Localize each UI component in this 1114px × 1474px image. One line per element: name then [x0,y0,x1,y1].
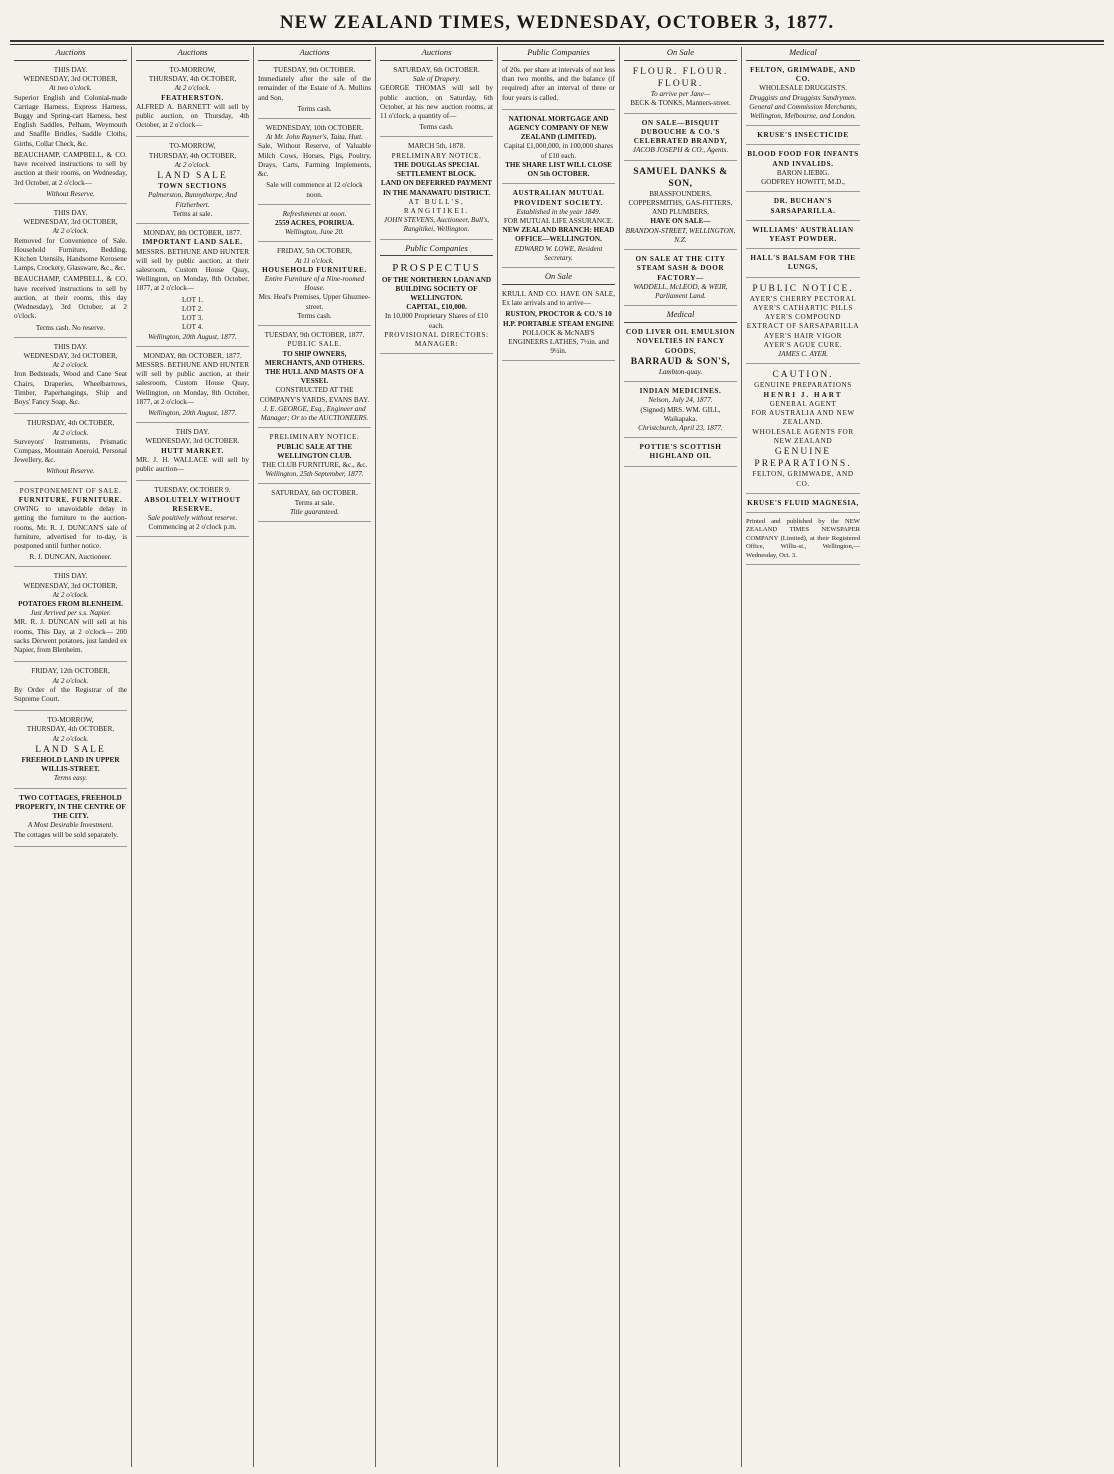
ad-footer: Sale positively without reserve. [147,514,238,522]
ad-directors: PROVISIONAL DIRECTORS: [384,330,489,339]
masthead-rule [10,40,1104,45]
ad-date: WEDNESDAY, 10th OCTOBER. [265,123,364,132]
ad-body: Sale, Without Reserve, of Valuable Milch Cows, Horses, Pigs, Poultry, Drays, Carts, Farming Implements, &c. [258,142,371,179]
ad-sub: WHOLESALE AGENTS FOR NEW ZEALAND [752,427,854,445]
ad-body: Superior English and Colonial-made Carriage Harness, Express Harness, Buggy and Spring-cart Harness, best English Saddles, Pelham, Weymouth and Snaffle Bridles, Saddle Cloths, Girths, Collar Check, &c. [14,93,127,148]
section-header-public-companies: Public Companies [380,243,493,257]
ad-title: NATIONAL MORTGAGE AND AGENCY COMPANY OF NEW ZEALAND (LIMITED). [508,114,609,142]
ad-body: MESSRS. BETHUNE AND HUNTER will sell by public auction, at their salesroom, Custom House Quay, Wellington, on Monday, 8th October, 1877, at 2 o'clock— [136,247,249,293]
ad-sub: TO SHIP OWNERS, MERCHANTS, AND OTHERS. [264,349,365,367]
medical-ad [746,224,860,249]
ad-firm: FELTON, GRIMWADE, AND CO. [752,470,854,488]
section-header-public-companies: Public Companies [502,47,615,61]
ad-title: ON SALE—BISQUIT DUBOUCHE & CO.'S CELEBRATED BRANDY, [633,118,728,146]
medical-ad [746,252,860,277]
medical-ad [624,326,737,382]
auction-ad [258,64,371,119]
ad-title: DR. BUCHAN'S SARSAPARILLA. [770,197,836,215]
ad-signature: JACOB JOSEPH & CO., Agents. [632,146,729,155]
section-header-auctions: Auctions [136,47,249,61]
ad-product: AYER'S CHERRY PECTORAL [749,294,857,303]
ad-product: AYER'S CATHARTIC PILLS [752,303,854,312]
ad-body: By Order of the Registrar of the Supreme Court. [14,685,127,703]
ad-signature: JAMES C. AYER. [777,350,829,359]
section-header-auctions: Auctions [14,47,127,61]
ad-lot: LOT 1. [181,295,204,304]
ad-title: ABSOLUTELY WITHOUT RESERVE. [144,495,241,513]
ad-body: Iron Bedsteads, Wood and Cane Seat Chairs, Draperies, Wheelbarrows, Timber, Paperhangings, Ship and Boys' Fancy Soap, &c. [14,370,127,407]
medical-ad [746,281,860,365]
ad-title: 2559 ACRES, PORIRUA. [274,218,355,227]
ad-date: Christchurch, April 23, 1877. [638,424,723,432]
ad-time: At 2 o'clock. [52,676,89,685]
ad-title: BLOOD FOOD FOR INFANTS AND INVALIDS. [747,150,859,168]
ad-sub: At Mr. John Rayner's, Taita, Hutt. [266,133,363,142]
auction-ad [136,350,249,424]
ad-body: OWING to unavoidable delay in getting the furniture to the auction-rooms, Mr. R. J. DUNCAN'S sale of furniture, advertised for to-day, is postponed until further notice. [14,505,127,550]
auction-ad [14,341,127,415]
imprint: Printed and published by the NEW ZEALAND TIMES NEWSPAPER COMPANY (Limited), at their Registered Office, Willis-st., Wellington,—Wednesday, Oct. 3. [746,516,860,565]
ad-date: MONDAY, 8th OCTOBER, 1877. [143,351,242,360]
ad-signature: JOHN STEVENS, Auctioneer, Bull's, Rangitikei, Wellington. [383,216,490,234]
auction-ad [14,64,127,204]
company-ad [502,113,615,185]
ad-reserve: Without Reserve. [46,189,95,198]
ad-sub: BRASSFOUNDERS, COPPERSMITHS, GAS-FITTERS, AND PLUMBERS, [628,189,733,217]
ad-title: GENUINE PREPARATIONS. [754,446,852,470]
ad-date: WEDNESDAY, 3rd OCTOBER, [23,581,118,590]
sale-ad [624,117,737,161]
columns [10,47,1104,1467]
ad-title: HOUSEHOLD FURNITURE. [262,265,367,274]
ad-footer: The cottages will be sold separately. [14,830,119,839]
ad-date: SATURDAY, 6th OCTOBER. [393,65,480,74]
ad-product: AYER'S COMPOUND EXTRACT OF SARSAPARILLA [746,313,860,331]
ad-body: Removed for Convenience of Sale. Household Furniture, Bedding, Kitchen Utensils, Handsome Kerosene Lamps, Crockery, Glassware, &c., &c. [14,236,127,273]
ad-address: Wellington, Melbourne, and London. [750,111,856,120]
ad-date: WEDNESDAY, 3rd OCTOBER, [23,75,118,84]
ad-sub: A Most Desirable Investment. [27,821,114,830]
ad-firm: BEAUCHAMP, CAMPBELL, & CO. have received instructions to sell by auction, at their rooms, this day (Wednesday), 3rd October, at 2 o'clock. [14,275,127,321]
ad-signature: R. J. DUNCAN, Auctioneer. [29,553,112,562]
medical-ad [746,148,860,192]
ad-day: THURSDAY, 4th OCTOBER, [26,419,115,428]
column-3 [254,47,376,1467]
ad-title: AUSTRALIAN MUTUAL PROVIDENT SOCIETY. [512,189,605,207]
column-1 [10,47,132,1467]
ad-lot: LOT 2. [181,304,204,313]
ad-time: At 2 o'clock. [52,734,89,743]
ad-time: At two o'clock. [49,84,92,93]
ad-signature: J. E. GEORGE, Esq., Engineer and Manager; Or to the AUCTIONEERS. [260,404,369,423]
ad-body: MR. J. H. WALLACE will sell by public auction— [136,455,249,474]
ad-body: GEORGE THOMAS will sell by public auction, on Saturday, 6th October, at his new auction rooms, at 11 o'clock, a quantity of— [380,84,493,120]
ad-sub: Established in the year 1849. [516,207,601,216]
auction-ad [136,426,249,481]
medical-ad [746,195,860,220]
ad-location: Mrs. Heal's Premises, Upper Ghuznee-street. [258,293,371,311]
ad-signature: GODFREY HOWITT, M.D., [761,178,845,187]
ad-title: LAND SALE [35,744,106,755]
ad-sub: Title guaranteed. [289,507,340,516]
ad-signature: EDWARD W. LOWE, Resident Secretary. [514,244,603,262]
ad-close: Wellington, June 20. [285,228,344,237]
auction-ad [258,245,371,326]
ad-address: Lambton-quay. [658,367,703,376]
column-2 [132,47,254,1467]
section-header-auctions: Auctions [380,47,493,61]
auction-ad [14,570,127,662]
ad-sub: THE DOUGLAS SPECIAL SETTLEMENT BLOCK. [393,160,480,179]
ad-title: WILLIAMS' AUSTRALIAN YEAST POWDER. [752,225,854,243]
ad-title: KRUSE'S FLUID MAGNESIA, [747,498,859,507]
ad-office: NEW ZEALAND BRANCH: HEAD OFFICE—WELLINGTON. [502,226,615,244]
ad-location: AT BULL'S, RANGITIKEI. [403,197,470,215]
ad-sub: Just Arrived per s.s. Napier. [30,609,111,618]
ad-day: THIS DAY. [53,65,88,74]
ad-body: MESSRS. BETHUNE AND HUNTER will sell by public auction, at their salesroom, Custom House Quay, Wellington, on Monday, 8th October, 1877, at 2 o'clock— [136,360,249,406]
ad-time: At 2 o'clock. [52,428,89,437]
ad-date: Nelson, July 24, 1877. [648,396,713,405]
section-header-medical: Medical [746,47,860,61]
auction-ad [14,792,127,847]
ad-date: THURSDAY, 4th OCTOBER, [148,75,237,84]
ad-sub: General and Commission Merchants, [749,102,857,111]
medical-ad [746,497,860,513]
auction-ad [14,714,127,788]
ad-product: AYER'S AGUE CURE. [763,340,843,349]
ad-shares: In 10,000 Proprietary Shares of £10 each. [384,312,488,330]
ad-sub: GENERAL AGENT [769,399,837,408]
auction-ad [380,140,493,239]
ad-time: At 2 o'clock. [174,84,211,93]
ad-terms: Terms at sale. [172,209,213,218]
column-6 [620,47,742,1467]
auction-ad [14,417,127,481]
ad-terms: Sale will commence at 12 o'clock noon. [266,181,363,199]
ad-signature: BECK & TONKS, Manners-street. [630,99,731,108]
medical-ad [746,367,860,493]
ad-body: THE CLUB FURNITURE, &c., &c. [261,460,368,469]
ad-body: of 20s. per share at intervals of not less than two months, and the balance (if required) after an interval of three or four years is called. [502,65,615,102]
ad-sub: Sale of Drapery. [412,75,461,84]
ad-title: IMPORTANT LAND SALE. [142,238,243,247]
ad-capital: Capital £1,000,000, in 100,000 shares of £10 each. [504,142,613,160]
medical-ad [746,129,860,145]
section-header-medical: Medical [624,309,737,323]
column-7 [742,47,864,1467]
ad-lot: LOT 4. [181,323,204,332]
section-header-on-sale: On Sale [502,271,615,285]
ad-firm: BEAUCHAMP, CAMPBELL, & CO. have received instructions to sell by auction at their rooms, on Wednesday, 3rd October, at 2 o'clock— [14,150,127,187]
ad-capital: CAPITAL, £10,000. [406,303,467,312]
ad-terms: Terms cash. [419,123,454,132]
ad-terms: Terms cash. No reserve. [35,323,106,332]
ad-title: FEATHERSTON. [161,93,224,102]
ad-lot: LOT 3. [181,314,204,323]
ad-signature: WADDELL, McLEOD, & WEIR, Parliament Land. [633,282,728,300]
auction-ad [136,140,249,224]
ad-title: PROSPECTUS [392,262,481,275]
ad-title: FURNITURE. FURNITURE. [18,495,123,504]
ad-reserve: Without Reserve. [46,467,95,476]
ad-sub: FOR AUSTRALIA AND NEW ZEALAND. [751,409,855,427]
ad-sub: PUBLIC SALE AT THE WELLINGTON CLUB. [276,442,353,460]
ad-firm: HENRI J. HART [763,390,843,399]
ad-day: THIS DAY. [175,428,210,437]
ad-time: At 2 o'clock. [52,361,89,370]
ad-terms: Terms easy. [53,774,88,783]
auction-ad [258,487,371,522]
ad-date: TUESDAY, OCTOBER 9. [154,486,231,495]
ad-title: LAND SALE [157,171,228,182]
medical-ad [624,385,737,438]
ad-body: Immediately after the sale of the remainder of the Estate of A. Mullins and Son. [258,75,371,102]
company-ad [380,259,493,354]
ad-time: At 2 o'clock. [52,590,89,599]
ad-date: TUESDAY, 9th OCTOBER, 1877. [264,331,365,340]
ad-sub: Refreshments at noon. [282,209,347,218]
ad-title: CAUTION. [772,370,834,381]
ad-title: FLOUR. FLOUR. FLOUR. [632,66,729,90]
ad-date: SATURDAY, 6th OCTOBER. [271,489,358,498]
ad-signature: (Signed) MRS. WM. GILL, Waikapaka. [640,405,721,423]
ad-date: FRIDAY, 5th OCTOBER, [277,247,352,256]
ad-title: HUTT MARKET. [161,446,224,455]
ad-sub: WHOLESALE DRUGGISTS. [759,84,847,93]
ad-close: Wellington, 20th August, 1877. [148,409,237,418]
auction-ad [380,64,493,138]
ad-day: TO-MORROW, [169,142,216,151]
ad-signature: BARON LIEBIG. [776,168,830,177]
ad-body: CONSTRUCTED AT THE COMPANY'S YARDS, EVANS BAY. [259,386,370,404]
ad-product: AYER'S HAIR VIGOR [763,331,843,340]
ad-close: Wellington, 25th September, 1877. [265,470,364,479]
newspaper-title: NEW ZEALAND TIMES, WEDNESDAY, OCTOBER 3, 1877. [279,12,835,33]
sale-ad [502,288,615,362]
medical-ad [746,64,860,126]
ad-title: PUBLIC NOTICE. [752,283,854,294]
company-ad [502,187,615,268]
ad-time: At 2 o'clock. [52,227,89,236]
ad-manager: MANAGER: [414,340,459,349]
ad-title: FELTON, GRIMWADE, AND CO. [750,65,856,84]
ad-title: ON SALE AT THE CITY STEAM SASH & DOOR FACTORY— [635,255,726,282]
company-ad [502,64,615,110]
ad-day: THIS DAY. [53,208,88,217]
ad-sub: POLLOCK & McNAB'S ENGINEERS LATHES, 7½in. and 9½in. [508,328,609,356]
ad-title: PRELIMINARY NOTICE. [269,433,360,442]
sale-ad [624,164,737,251]
ad-sub: Palmerston, Bunnythorpe, And Fitzherbert. [148,191,237,209]
ad-terms: Terms cash. [297,311,332,320]
ad-sub: Druggists and Druggists Sundrymen. [749,93,857,102]
ad-sub: Entire Furniture of a Nine-roomed House. [264,275,365,293]
ad-body: LAND ON DEFERRED PAYMENT IN THE MANAWATU DISTRICT. [380,179,493,197]
ad-sub: OF THE NORTHERN LOAN AND BUILDING SOCIETY OF WELLINGTON. [381,275,492,302]
ad-body: ALFRED A. BARNETT will sell by public auction, on Thursday, 4th October, at 2 o'clock— [136,102,249,130]
ad-title: POSTPONEMENT OF SALE. [19,486,122,495]
ad-date: THURSDAY, 4th OCTOBER, [148,151,237,160]
ad-firm: BARRAUD & SON'S, [630,356,731,367]
ad-time: At 11 o'clock. [295,256,334,265]
ad-sub: GENUINE PREPARATIONS [754,381,852,390]
ad-body: KRULL AND CO. HAVE ON SALE, Ex late arrivals and to arrive— [502,289,615,308]
ad-day: THIS DAY. [53,342,88,351]
auction-ad [136,227,249,347]
ad-title: HALL'S BALSAM FOR THE LUNGS, [750,254,856,272]
column-4 [376,47,498,1467]
ad-body: Surveyors' Instruments, Prismatic Compass, Mountain Aneroid, Personal Jewellery, &c. [14,437,127,465]
ad-date: WEDNESDAY, 3rd OCTOBER. [145,437,240,446]
ad-body: THE HULL AND MASTS OF A VESSEL [265,368,364,386]
auction-ad [258,122,371,205]
ad-day: TO-MORROW, [47,716,94,725]
ad-date: THURSDAY, 4th OCTOBER, [26,725,115,734]
sale-ad [624,64,737,114]
ad-date: MONDAY, 8th OCTOBER, 1877. [143,229,242,238]
ad-sub: To arrive per Jane— [650,90,711,99]
auction-ad [258,431,371,484]
ad-address: BRANDON-STREET, WELLINGTON, N.Z. [625,226,736,244]
ad-title: PRELIMINARY NOTICE. [391,151,482,160]
ad-date: TUESDAY, 9th OCTOBER. [273,65,356,74]
auction-ad [258,208,371,243]
ad-sub: HAVE ON SALE— [650,217,711,226]
ad-title: RUSTON, PROCTOR & CO.'S 10 H.P. PORTABLE STEAM ENGINE [503,310,614,328]
medical-ad [624,441,737,466]
ad-day: FRIDAY, 12th OCTOBER, [31,667,110,676]
ad-notice: THE SHARE LIST WILL CLOSE ON 5th OCTOBER. [505,160,612,179]
ad-terms: Terms at sale. [294,498,335,507]
ad-sub: FOR MUTUAL LIFE ASSURANCE. [503,216,614,225]
ad-terms: Terms cash. [297,104,332,113]
ad-title: PUBLIC SALE. [287,340,342,349]
ad-day: THIS DAY. [53,572,88,581]
ad-title: COD LIVER OIL EMULSION [625,328,736,337]
ad-time: At 2 o'clock. [174,160,211,169]
section-header-auctions: Auctions [258,47,371,61]
ad-body: FREEHOLD LAND IN UPPER WILLIS-STREET. [21,756,120,774]
ad-title: TWO COTTAGES, FREEHOLD PROPERTY, IN THE CENTRE OF THE CITY. [15,793,126,821]
column-5 [498,47,620,1467]
ad-date: WEDNESDAY, 3rd OCTOBER, [23,218,118,227]
ad-title: KRUSE'S INSECTICIDE [757,131,849,140]
ad-title: INDIAN MEDICINES. [639,387,722,396]
section-header-on-sale: On Sale [624,47,737,61]
auction-ad [14,665,127,711]
ad-day: TO-MORROW, [169,65,216,74]
ad-title: POTTIE'S SCOTTISH HIGHLAND OIL [639,443,722,461]
ad-time: Commencing at 2 o'clock p.m. [148,523,237,532]
sale-ad [624,253,737,306]
ad-body: MR. R. J. DUNCAN will sell at his rooms, This Day, at 2 o'clock— 200 sacks Derwent potatoes, just landed ex Napier, from Blenheim. [14,618,127,655]
auction-ad [136,64,249,138]
auction-ad [14,485,127,568]
ad-body: TOWN SECTIONS [158,182,227,191]
ad-sub: NOVELTIES IN FANCY GOODS, [636,337,725,355]
ad-date: WEDNESDAY, 3rd OCTOBER, [23,352,118,360]
ad-title: POTATOES FROM BLENHEIM. [18,600,123,609]
auction-ad [136,484,249,537]
ad-close: Wellington, 20th August, 1877. [148,332,237,341]
auction-ad [14,207,127,338]
ad-title: SAMUEL DANKS & SON, [633,166,728,189]
auction-ad [258,329,371,428]
ad-date: MARCH 5th, 1878. [407,142,466,151]
